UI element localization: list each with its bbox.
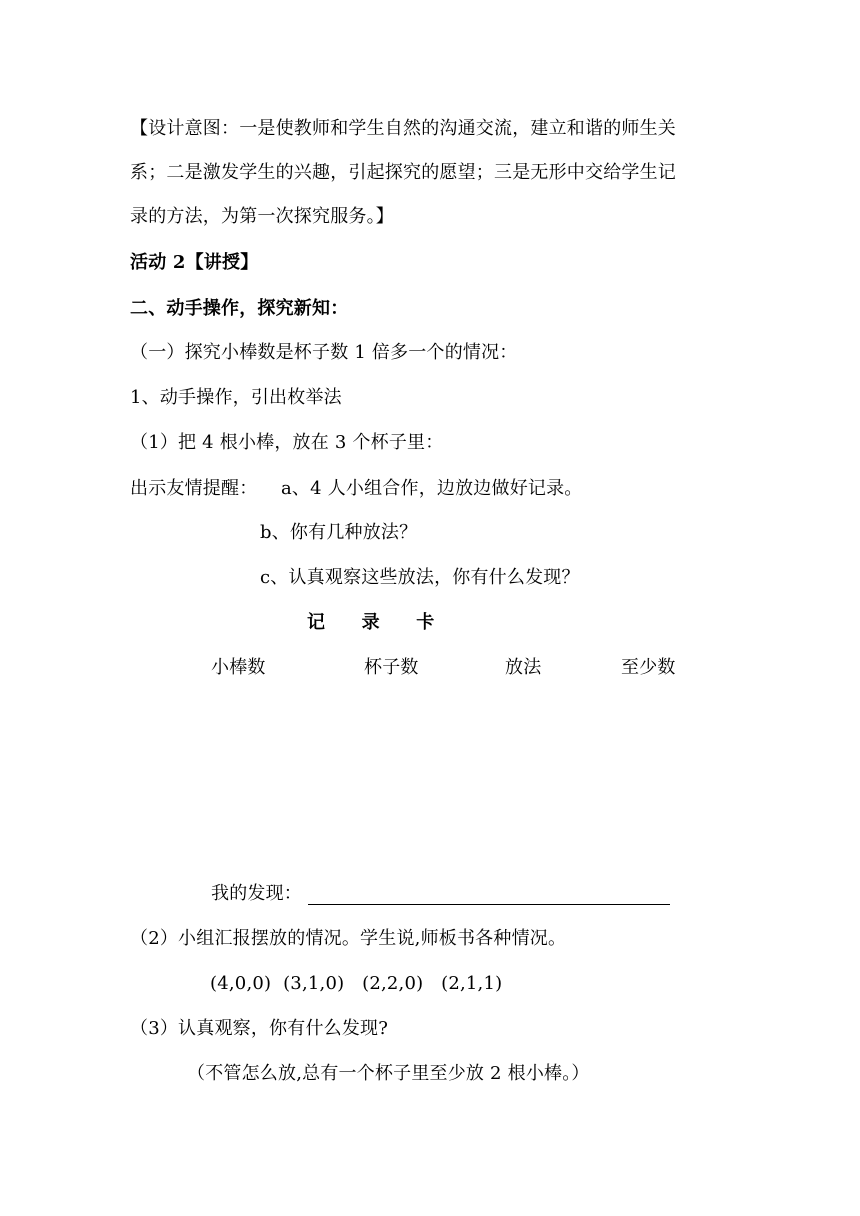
reminder-b: b、你有几种放法？ bbox=[260, 522, 418, 543]
activity-heading: 活动 2【讲授】 bbox=[130, 252, 259, 273]
finding-blank-line[interactable] bbox=[308, 882, 670, 905]
header-sticks: 小棒数 bbox=[211, 657, 266, 678]
record-card-title: 记 录 卡 bbox=[307, 612, 435, 633]
reminder-label: 出示友情提醒： bbox=[130, 478, 258, 499]
step-3: （3）认真观察，你有什么发现? bbox=[130, 1018, 389, 1039]
header-cups: 杯子数 bbox=[364, 657, 419, 678]
finding-row bbox=[211, 882, 670, 905]
record-card-header bbox=[0, 657, 860, 681]
design-intent-line-3: 录的方法，为第一次探究服务。】 bbox=[130, 206, 394, 227]
header-minimum: 至少数 bbox=[621, 657, 676, 678]
item-heading: 1、动手操作，引出枚举法 bbox=[130, 387, 342, 408]
section-heading: 二、动手操作，探究新知： bbox=[130, 298, 349, 319]
design-intent-line-2: 系；二是激发学生的兴趣，引起探究的愿望；三是无形中交给学生记 bbox=[130, 162, 676, 183]
reminder-a: a、4 人小组合作，边放边做好记录。 bbox=[281, 478, 583, 499]
cases-list: (4,0,0) (3,1,0) (2,2,0) (2,1,1) bbox=[210, 973, 503, 994]
design-intent-line-1: 【设计意图：一是使教师和学生自然的沟通交流，建立和谐的师生关 bbox=[130, 118, 676, 139]
finding-label: 我的发现： bbox=[211, 883, 302, 904]
conclusion: （不管怎么放,总有一个杯子里至少放 2 根小棒。） bbox=[187, 1063, 590, 1084]
header-methods: 放法 bbox=[505, 657, 542, 678]
sub-heading: （一）探究小棒数是杯子数 1 倍多一个的情况： bbox=[130, 342, 518, 363]
reminder-c: c、认真观察这些放法，你有什么发现？ bbox=[260, 567, 580, 588]
step-2: （2）小组汇报摆放的情况。学生说,师板书各种情况。 bbox=[130, 928, 567, 949]
step-1: （1）把 4 根小棒，放在 3 个杯子里： bbox=[130, 432, 444, 453]
